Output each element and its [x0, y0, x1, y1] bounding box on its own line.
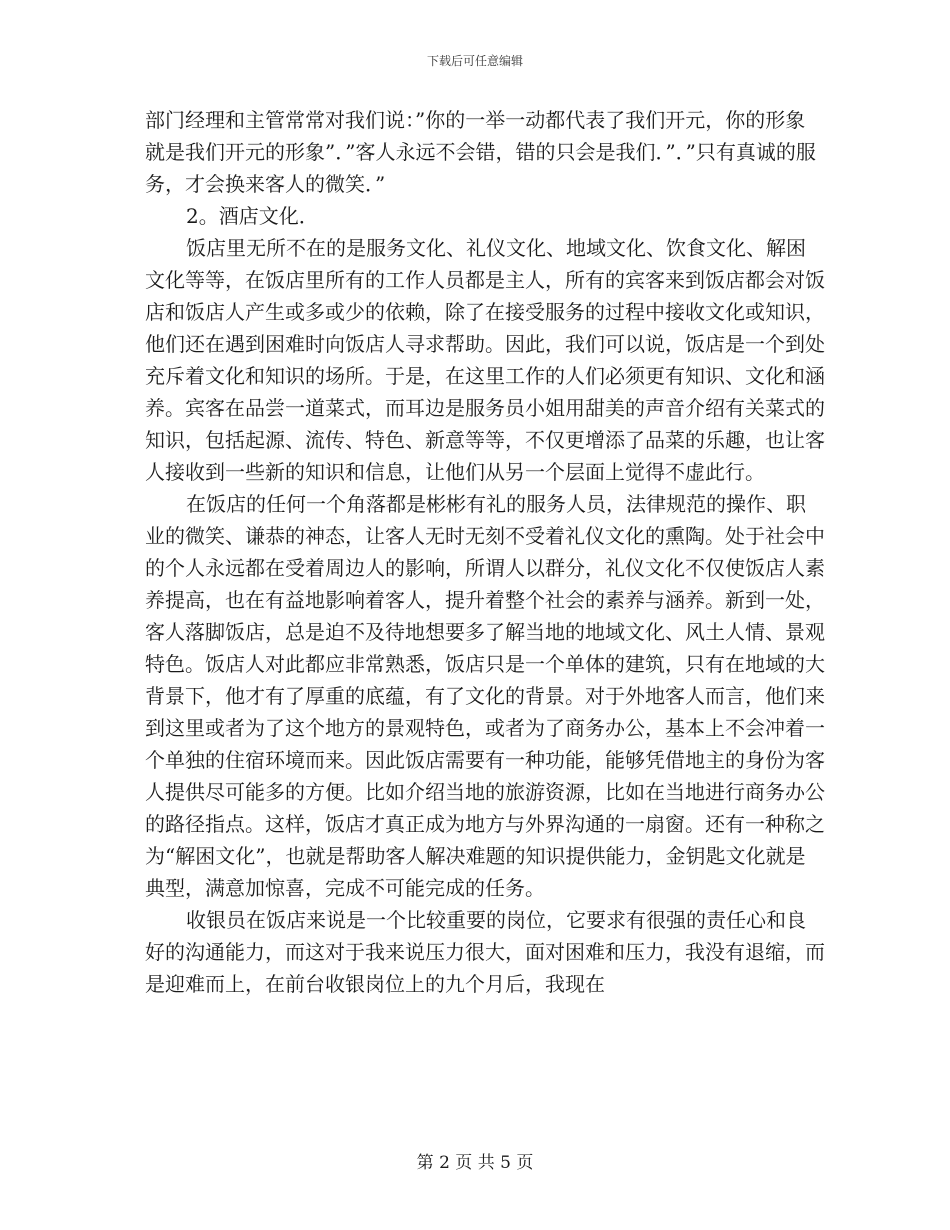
document-body	[145, 104, 825, 1000]
paragraph: 部门经理和主管常常对我们说：”你的一举一动都代表了我们开元，你的形象就是我们开元的形象”．”客人永远不会错，错的只会是我们．”．”只有真诚的服务，才会换来客人的微笑．”	[145, 108, 816, 196]
paragraph: 收银员在饭店来说是一个比较重要的岗位，它要求有很强的责任心和良好的沟通能力，而这对于我来说压力很大，面对困难和压力，我没有退缩，而是迎难而上，在前台收银岗位上的九个月后，我现在	[145, 908, 825, 996]
paragraph: 在饭店的任何一个角落都是彬彬有礼的服务人员，法律规范的操作、职业的微笑、谦恭的神态，让客人无时无刻不受着礼仪文化的熏陶。处于社会中的个人永远都在受着周边人的影响，所谓人以群分，礼仪文化不仅使饭店人素养提高，也在有益地影响着客人，提升着整个社会的素养与涵养。新到一处，客人落脚饭店，总是迫不及待地想要多了解当地的地域文化、风土人情、景观特色。饭店人对此都应非常熟悉，饭店只是一个单体的建筑，只有在地域的大背景下，他才有了厚重的底蕴，有了文化的背景。对于外地客人而言，他们来到这里或者为了这个地方的景观特色，或者为了商务办公，基本上不会冲着一个单独的住宿环境而来。因此饭店需要有一种功能，能够凭借地主的身份为客人提供尽可能多的方便。比如介绍当地的旅游资源，比如在当地进行商务办公的路径指点。这样，饭店才真正成为地方与外界沟通的一扇窗。还有一种称之为“解困文化”，也就是帮助客人解决难题的知识提供能力，金钥匙文化就是典型，满意加惊喜，完成不可能完成的任务。	[145, 492, 825, 900]
paragraph: 饭店里无所不在的是服务文化、礼仪文化、地域文化、饮食文化、解困文化等等，在饭店里所有的工作人员都是主人，所有的宾客来到饭店都会对饭店和饭店人产生或多或少的依赖，除了在接受服务的过程中接收文化或知识，他们还在遇到困难时向饭店人寻求帮助。因此，我们可以说，饭店是一个到处充斥着文化和知识的场所。于是，在这里工作的人们必须更有知识、文化和涵养。宾客在品尝一道菜式，而耳边是服务员小姐用甜美的声音介绍有关菜式的知识，包括起源、流传、特色、新意等等，不仅更增添了品菜的乐趣，也让客人接收到一些新的知识和信息，让他们从另一个层面上觉得不虚此行。	[145, 236, 825, 484]
section-heading: 2。酒店文化．	[186, 204, 319, 228]
page-number-footer: 第 2 页 共 5 页	[416, 1153, 534, 1173]
page-header: 下载后可任意编辑	[426, 54, 523, 68]
